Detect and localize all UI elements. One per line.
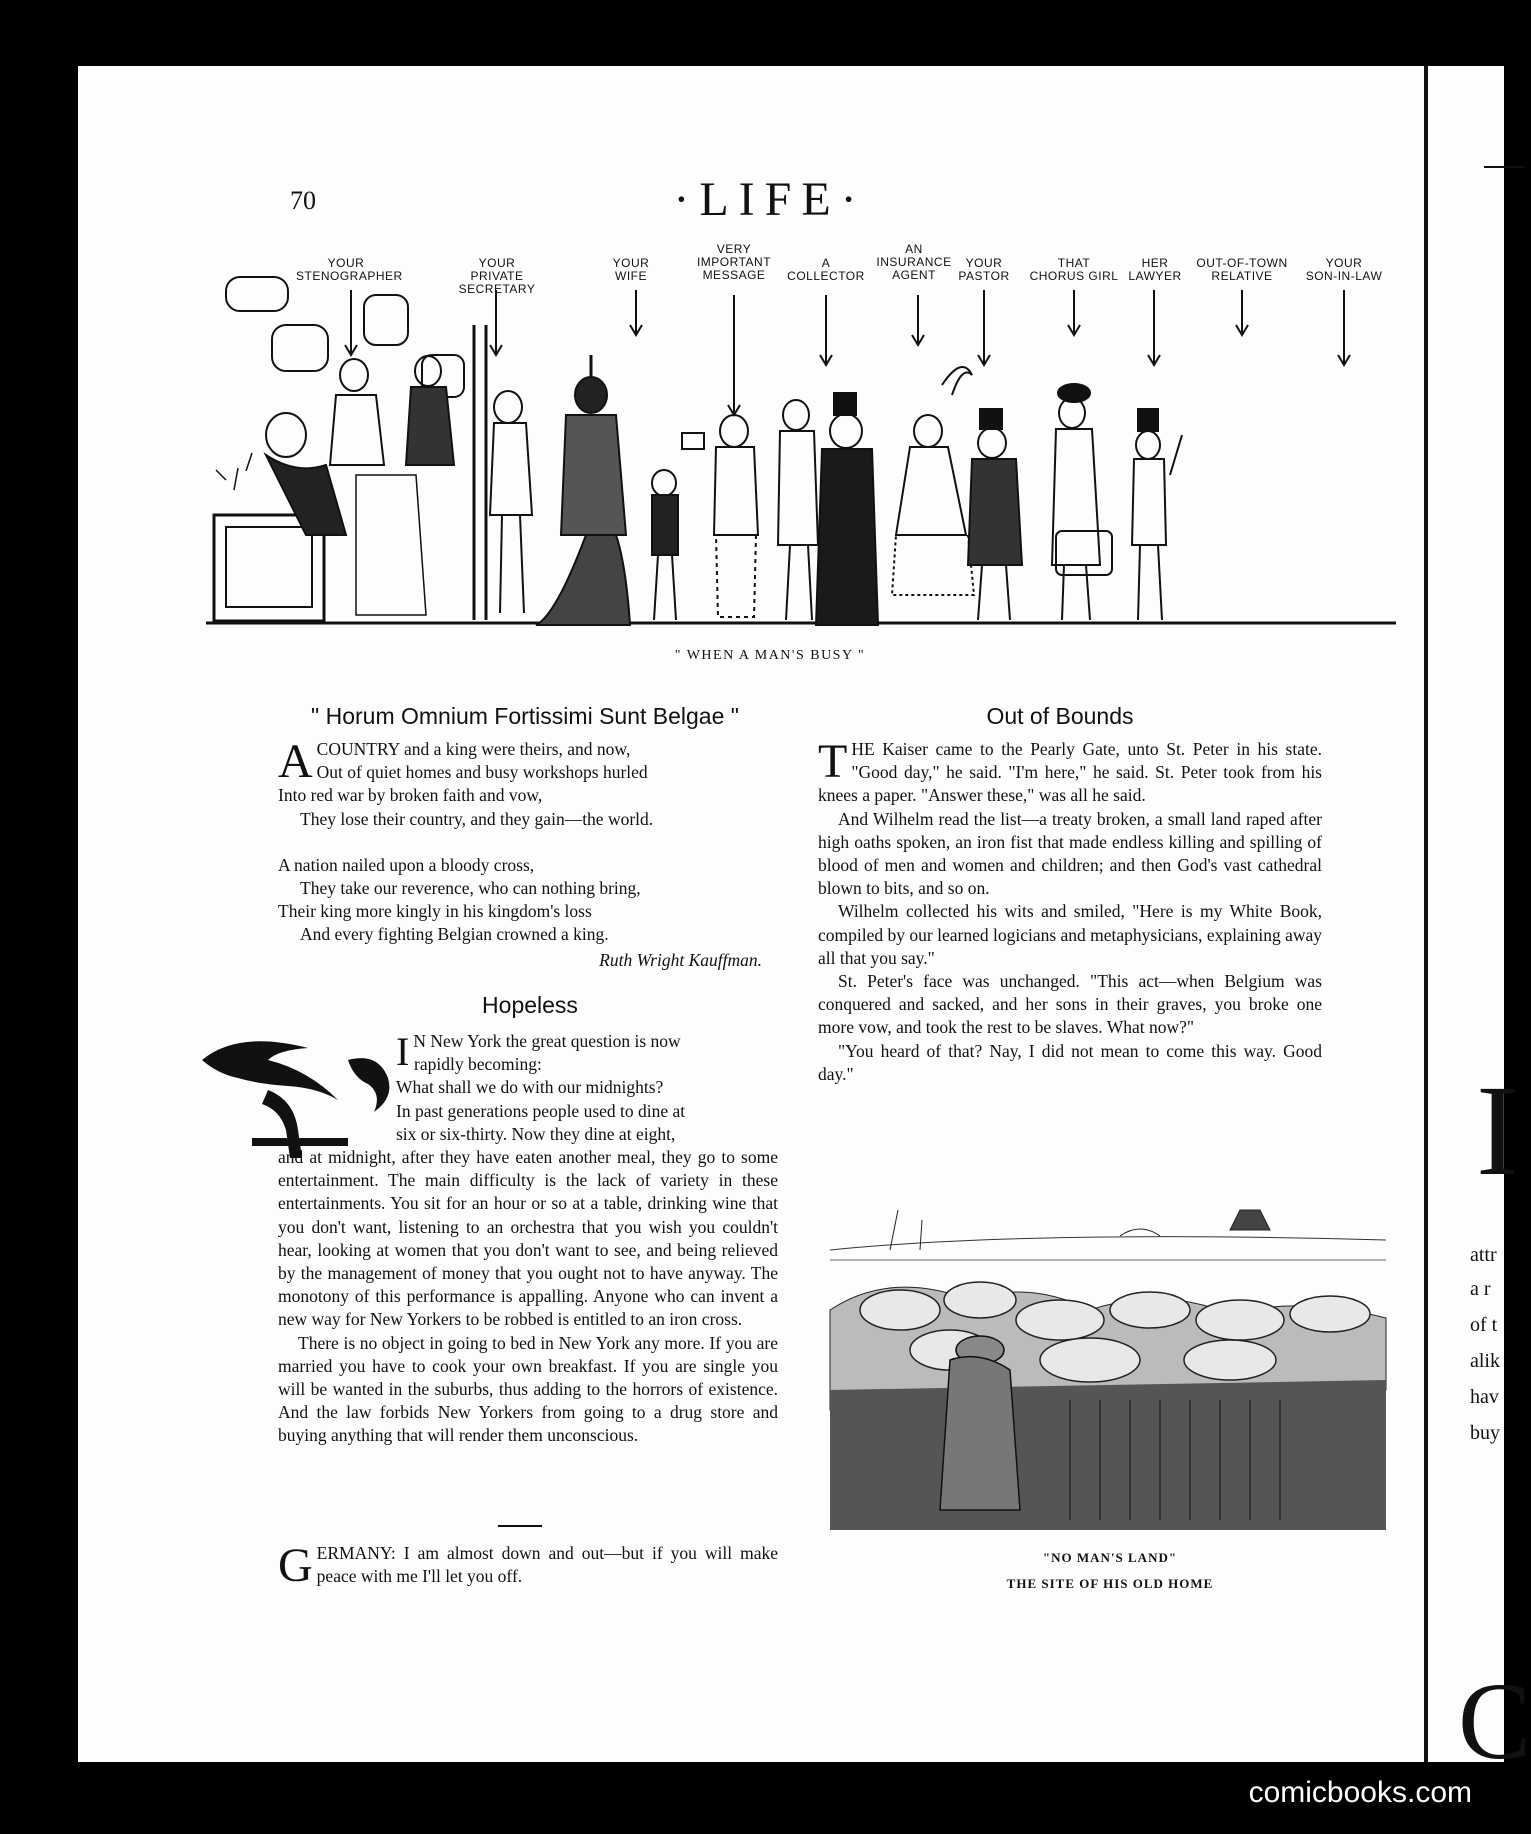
article-germany — [278, 1539, 778, 1592]
adjacent-page-edge — [1424, 66, 1531, 1782]
paragraph: And Wilhelm read the list—a treaty broken, a small land raped after high oaths spoken, an iron fist that made endless killing and spilling of blood of men and women and children; and then God's vast cathedral blown to bits, and so on. — [818, 808, 1322, 899]
section-divider — [498, 1525, 542, 1527]
drop-cap: T — [818, 735, 848, 788]
wrapped-lines — [278, 1030, 778, 1146]
adjacent-text-fragment: attr — [1470, 1244, 1497, 1266]
cartoon-label: THAT CHORUS GIRL — [1029, 256, 1119, 283]
no-mans-land-illustration — [830, 1190, 1386, 1530]
adjacent-text-fragment: of t — [1470, 1314, 1498, 1336]
poem-stanza — [278, 735, 778, 831]
text-line: What shall we do with our midnights? — [396, 1077, 664, 1098]
illustration-caption — [880, 1545, 1340, 1597]
adjacent-text-fragment: alik — [1470, 1350, 1500, 1372]
poem-line: COUNTRY and a king were theirs, and now, — [316, 739, 631, 759]
watermark: comicbooks.com — [1248, 1776, 1472, 1809]
poem-author: Ruth Wright Kauffman. — [599, 949, 762, 970]
illustration-subtitle: THE SITE OF HIS OLD HOME — [1006, 1576, 1214, 1591]
poem-title: " Horum Omnium Fortissimi Sunt Belgae " — [311, 703, 739, 729]
cartoon-label: YOUR WIFE — [612, 256, 650, 283]
paragraph: "You heard of that? Nay, I did not mean to come this way. Good day." — [818, 1040, 1322, 1084]
cartoon-label: OUT-OF-TOWN RELATIVE — [1196, 256, 1288, 283]
paragraph: ERMANY: I am almost down and out—but if you will make peace with me I'll let you off. — [316, 1543, 778, 1587]
adjacent-big-letter: C — [1458, 1660, 1531, 1782]
article-hopeless-body — [278, 1030, 778, 1448]
drop-cap: I — [396, 1029, 410, 1074]
poem-line: They take our reverence, who can nothing bring, — [300, 878, 641, 899]
poem-body — [278, 735, 778, 972]
drop-cap: A — [278, 735, 313, 788]
masthead-title: ·LIFE· — [673, 173, 867, 226]
trench-drawing — [830, 1190, 1386, 1530]
poem-line: And every fighting Belgian crowned a king. — [300, 924, 609, 945]
poem-line: Their king more kingly in his kingdom's loss — [278, 901, 592, 922]
text-line: rapidly becoming: — [414, 1054, 542, 1075]
cartoon-label: YOUR SON-IN-LAW — [1305, 256, 1383, 283]
adjacent-text-fragment: a r — [1470, 1278, 1491, 1300]
poem-line: Out of quiet homes and busy workshops hurled — [316, 762, 648, 783]
article-bounds-body — [818, 735, 1322, 1086]
cartoon-label: A COLLECTOR — [787, 256, 865, 283]
adjacent-text-fragment: hav — [1470, 1386, 1499, 1408]
cartoon-drawing — [206, 235, 1396, 635]
cartoon-label: HER LAWYER — [1128, 256, 1182, 283]
page-number: 70 — [290, 186, 316, 215]
poem-line: Into red war by broken faith and vow, — [278, 785, 543, 806]
poem-line: They lose their country, and they gain—the world. — [300, 808, 654, 829]
adjacent-big-letter: I — [1476, 1059, 1520, 1203]
cartoon-label: VERY IMPORTANT MESSAGE — [696, 242, 772, 282]
rule — [1484, 166, 1524, 168]
article-title: Hopeless — [482, 992, 578, 1018]
cartoon-label: YOUR STENOGRAPHER — [296, 256, 403, 283]
paragraph: Wilhelm collected his wits and smiled, "Here is my White Book, compiled by our learned logicians and metaphysicians, explaining away all that you say." — [818, 901, 1322, 968]
cartoon-caption: " WHEN A MAN'S BUSY " — [674, 648, 866, 663]
poem-line: A nation nailed upon a bloody cross, — [278, 854, 535, 875]
poem-stanza — [278, 854, 778, 947]
paragraph: HE Kaiser came to the Pearly Gate, unto St. Peter in his state. "Good day," he said. "I'm here," he said. St. Peter took from his knees a paper. "Answer these," was all he said. — [818, 739, 1322, 806]
drop-cap: G — [278, 1539, 313, 1592]
cartoon-label: YOUR PRIVATE SECRETARY — [458, 256, 536, 296]
paragraph: and at midnight, after they have eaten another meal, they go to some entertainment. The main difficulty is the lack of variety in these entertainments. You sit for an hour or so at a table, drinking wine that you don't want, listening to an orchestra that you wish you couldn't hear, looking at women that you don't want to see, and being relieved by the management of money that you ought not to have anyway. The monotony of this performance is appalling. Anyone who can invent a new way for New Yorkers to be robbed is entitled to an iron cross. — [278, 1147, 778, 1330]
text-line: In past generations people used to dine at — [396, 1100, 686, 1121]
article-title: Out of Bounds — [986, 703, 1134, 729]
paragraph: St. Peter's face was unchanged. "This act—when Belgium was conquered and sacked, and her sons in their graves, you broke one more vow, and took the rest to be slaves. What now?" — [818, 971, 1322, 1038]
text-line: six or six-thirty. Now they dine at eight, — [396, 1123, 676, 1144]
cartoon-illustration — [206, 235, 1396, 635]
paragraph: There is no object in going to bed in New York any more. If you are married you have to cook your own breakfast. If you are single you will be wanted in the suburbs, thus adding to the horrors of existence. And the law forbids New Yorkers from going to a drug store and buying anything that will render them unconscious. — [278, 1332, 778, 1446]
cartoon-label: YOUR PASTOR — [958, 256, 1010, 283]
illustration-title: "NO MAN'S LAND" — [1042, 1550, 1178, 1565]
cartoon-label: AN INSURANCE AGENT — [876, 242, 952, 282]
text-line: N New York the great question is now — [413, 1031, 681, 1051]
adjacent-text-fragment: buy — [1470, 1422, 1500, 1444]
